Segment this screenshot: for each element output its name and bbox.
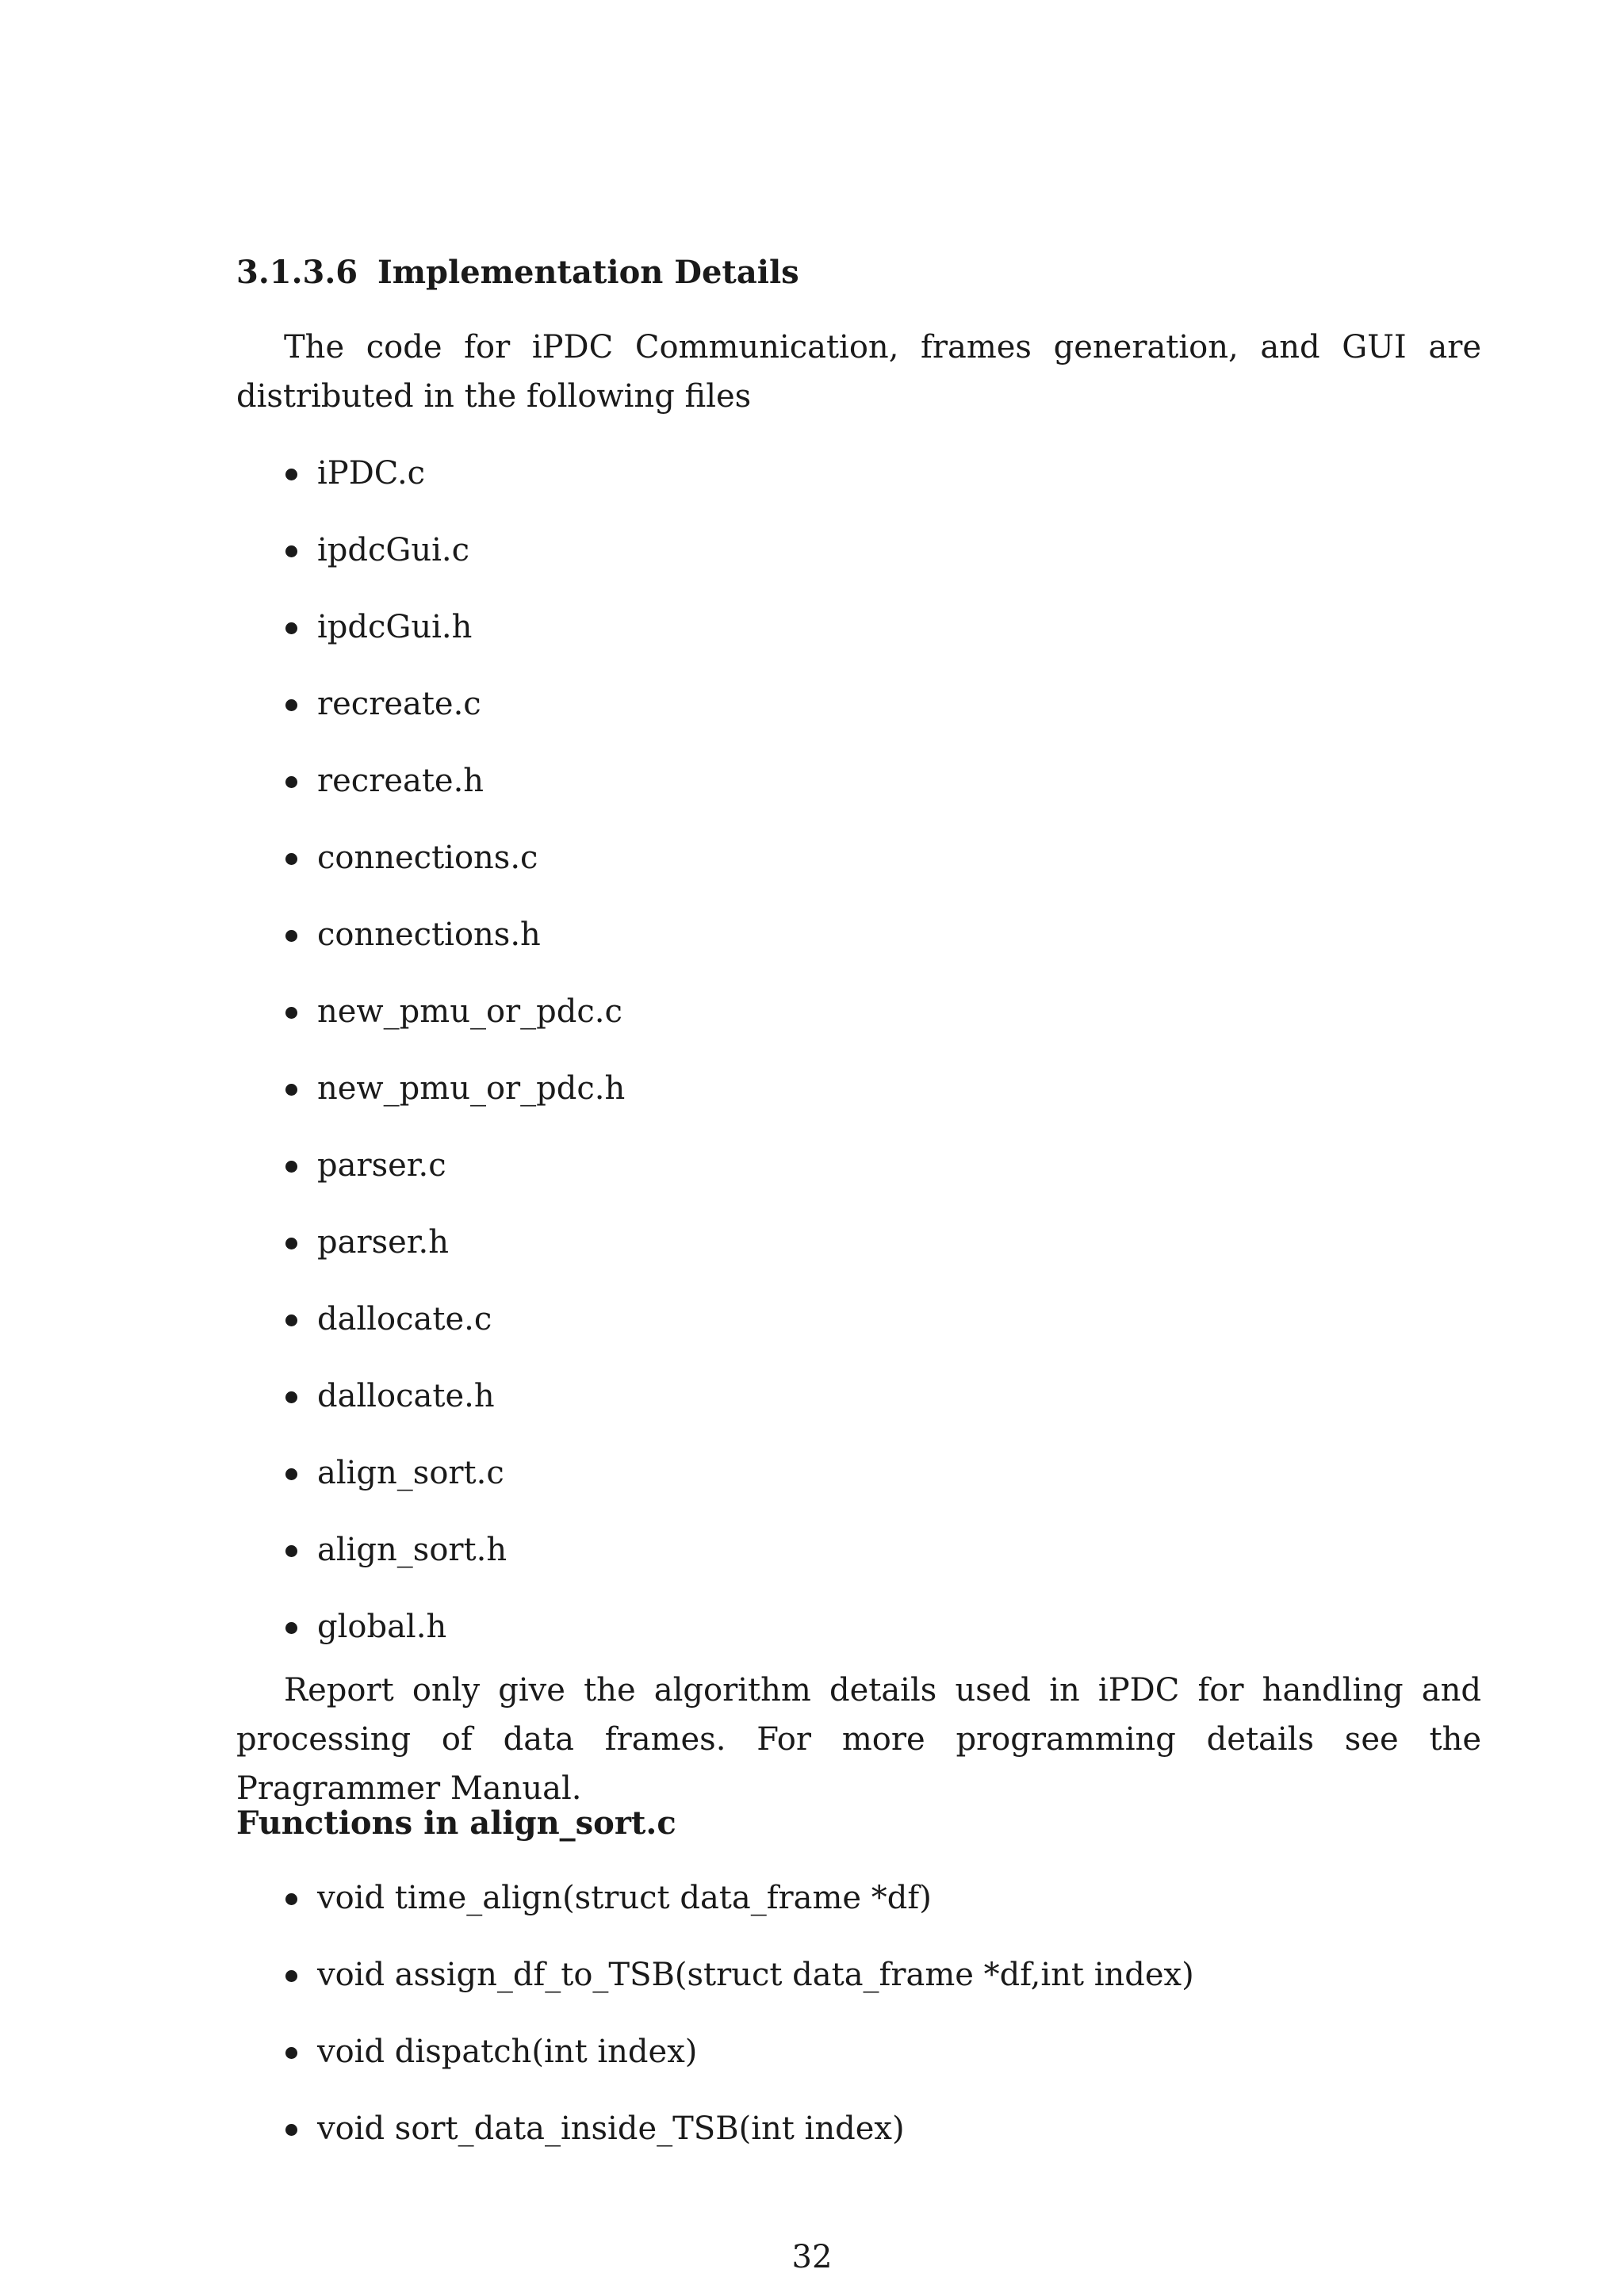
bullet-icon <box>285 1219 298 1266</box>
bullet-icon <box>285 834 298 882</box>
file-name: connections.c <box>317 840 538 876</box>
intro-paragraph: The code for iPDC Communication, frames generation, and GUI are distributed in the following files <box>236 329 1481 415</box>
file-name: recreate.h <box>317 763 485 799</box>
bullet-icon <box>285 2105 298 2152</box>
functions-heading: Functions in align_sort.c <box>236 1804 676 1842</box>
bullet-icon <box>285 1142 298 1189</box>
file-name: align_sort.c <box>317 1455 504 1491</box>
page-number: 32 <box>791 2239 833 2275</box>
bullet-icon <box>285 603 298 651</box>
bullet-icon <box>285 757 298 805</box>
bullet-icon <box>285 680 298 728</box>
function-signature: void sort_data_inside_TSB(int index) <box>317 2110 905 2147</box>
bullet-icon <box>285 1295 298 1343</box>
file-name: parser.h <box>317 1224 449 1261</box>
file-name: dallocate.c <box>317 1301 492 1337</box>
bullet-icon <box>285 1065 298 1112</box>
function-signature: void time_align(struct data_frame *df) <box>317 1880 932 1916</box>
function-signature: void assign_df_to_TSB(struct data_frame *df,int index) <box>317 1957 1194 1993</box>
section-number: 3.1.3.6 <box>236 254 358 291</box>
bullet-icon <box>285 1372 298 1420</box>
bullet-icon <box>285 1603 298 1651</box>
file-name: dallocate.h <box>317 1378 495 1414</box>
bullet-icon <box>285 1874 298 1922</box>
file-name: ipdcGui.c <box>317 532 470 568</box>
section-heading <box>236 254 799 291</box>
file-name: recreate.c <box>317 686 481 722</box>
file-name: align_sort.h <box>317 1532 508 1568</box>
bullet-icon <box>285 988 298 1035</box>
file-name: new_pmu_or_pdc.h <box>317 1070 626 1107</box>
bullet-icon <box>285 1951 298 1999</box>
function-signature: void dispatch(int index) <box>317 2034 698 2070</box>
bullet-icon <box>285 1526 298 1574</box>
report-paragraph: Report only give the algorithm details used in iPDC for handling and processing of data frames. For more programming details see the Pragrammer Manual. <box>236 1672 1481 1807</box>
bullet-icon <box>285 526 298 574</box>
section-title: Implementation Details <box>377 254 799 291</box>
file-name: global.h <box>317 1609 447 1645</box>
bullet-icon <box>285 911 298 959</box>
file-name: ipdcGui.h <box>317 609 473 645</box>
file-name: connections.h <box>317 916 541 953</box>
file-name: parser.c <box>317 1147 446 1184</box>
bullet-icon <box>285 2028 298 2076</box>
bullet-icon <box>285 450 298 497</box>
bullet-icon <box>285 1449 298 1497</box>
file-name: new_pmu_or_pdc.c <box>317 993 622 1030</box>
file-name: iPDC.c <box>317 455 426 492</box>
